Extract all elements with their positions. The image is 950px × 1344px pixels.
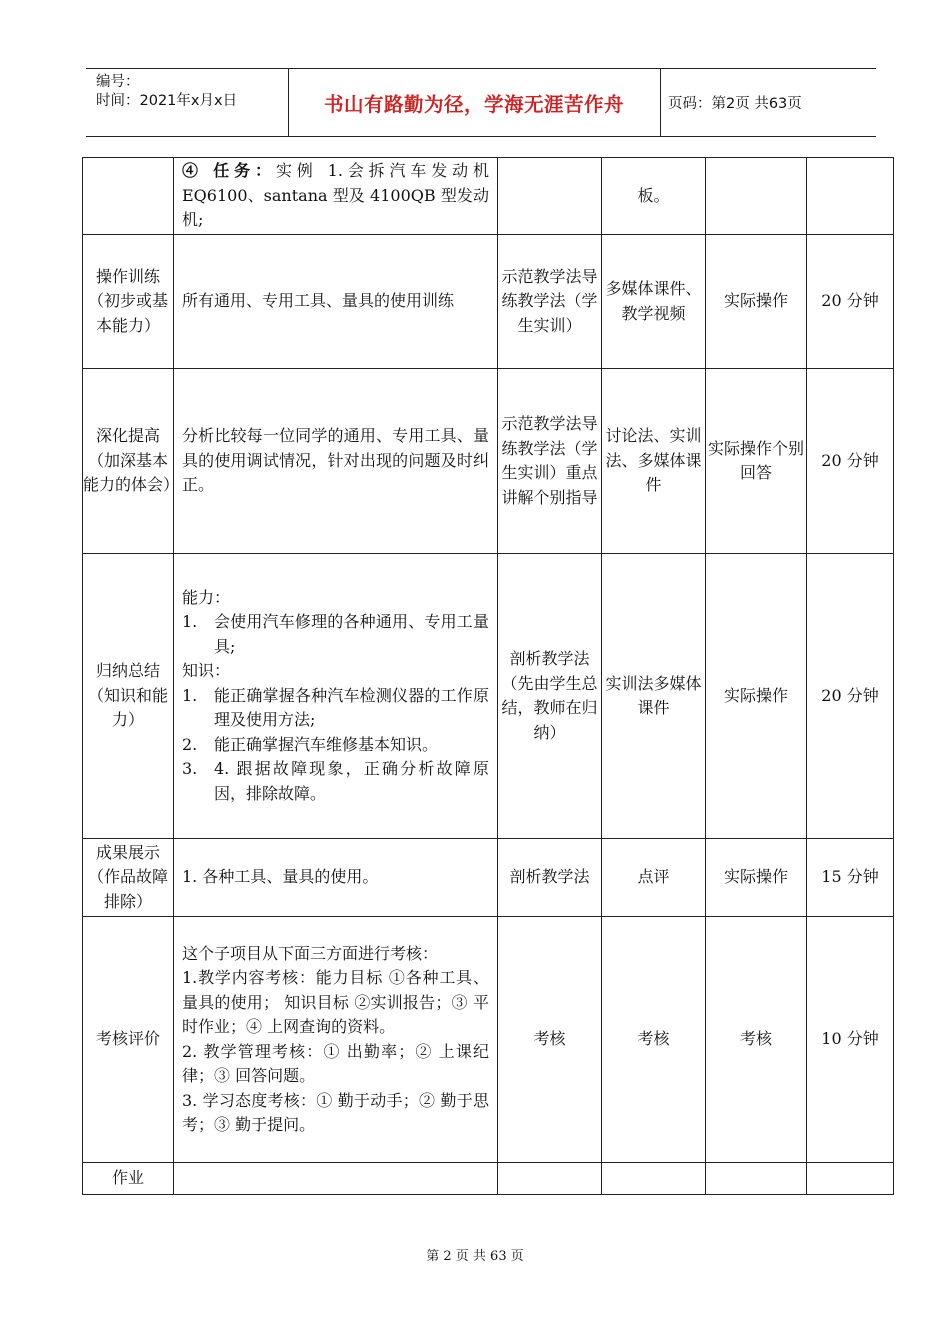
task-text: 实例 1.会拆汽车发动机 EQ6100、santana 型及 4100QB 型发动机; xyxy=(182,161,489,230)
means-cell xyxy=(602,1163,706,1195)
means-cell: 考核 xyxy=(602,917,706,1163)
form-cell: 实际操作 xyxy=(706,235,807,369)
stage-cell: 成果展示（作品故障排除） xyxy=(83,839,174,917)
means-cell: 点评 xyxy=(602,839,706,917)
table-row xyxy=(83,235,894,369)
knowledge-heading: 知识： xyxy=(182,661,231,681)
assessment-item: 2. 教学管理考核：① 出勤率；② 上课纪律；③ 回答问题。 xyxy=(182,1041,489,1085)
content-cell xyxy=(174,158,498,235)
assessment-intro: 这个子项目从下面三方面进行考核： xyxy=(182,943,439,963)
method-cell xyxy=(498,1163,602,1195)
table-row xyxy=(83,158,894,235)
time-cell: 10 分钟 xyxy=(807,917,894,1163)
stage-cell: 深化提高（加深基本能力的体会） xyxy=(83,369,174,554)
method-cell xyxy=(498,158,602,235)
method-cell: 剖析教学法 xyxy=(498,839,602,917)
header-divider xyxy=(660,69,661,136)
time-cell: 20 分钟 xyxy=(807,554,894,839)
means-cell: 讨论法、实训法、多媒体课件 xyxy=(602,369,706,554)
time-cell: 20 分钟 xyxy=(807,235,894,369)
teaching-plan-table xyxy=(82,157,894,1195)
page-header xyxy=(86,68,876,137)
header-motto: 书山有路勤为径，学海无涯苦作舟 xyxy=(323,92,624,116)
method-cell: 示范教学法导练教学法（学生实训）重点讲解个别指导 xyxy=(498,369,602,554)
task-label: ④ 任务： xyxy=(182,161,276,181)
page-footer: 第 2 页 共 63 页 xyxy=(426,1249,524,1264)
stage-cell: 操作训练（初步或基本能力） xyxy=(83,235,174,369)
table-row xyxy=(83,369,894,554)
method-cell: 剖析教学法（先由学生总结，教师在归纳） xyxy=(498,554,602,839)
form-cell: 考核 xyxy=(706,917,807,1163)
time-cell: 15 分钟 xyxy=(807,839,894,917)
form-cell: 实际操作 xyxy=(706,554,807,839)
list-item: 3. 4. 跟据故障现象，正确分析故障原因，排除故障。 xyxy=(182,759,489,803)
document-time-label: 时间：2021年x月x日 xyxy=(96,93,238,109)
method-cell: 示范教学法导练教学法（学生实训） xyxy=(498,235,602,369)
content-cell: 1. 各种工具、量具的使用。 xyxy=(174,839,498,917)
content-cell: 分析比较每一位同学的通用、专用工具、量具的使用调试情况，针对出现的问题及时纠正。 xyxy=(174,369,498,554)
list-item: 2. 能正确掌握汽车维修基本知识。 xyxy=(182,734,439,754)
table-row xyxy=(83,554,894,839)
time-cell: 20 分钟 xyxy=(807,369,894,554)
method-cell: 考核 xyxy=(498,917,602,1163)
header-page-number: 页码：第2页 共63页 xyxy=(668,96,802,112)
stage-cell: 归纳总结（知识和能力） xyxy=(83,554,174,839)
form-cell xyxy=(706,158,807,235)
assessment-item: 1.教学内容考核：能力目标 ①各种工具、量具的使用； 知识目标 ②实训报告；③ 平时作业；④ 上网查询的资料。 xyxy=(182,968,489,1036)
content-cell xyxy=(174,554,498,839)
form-cell: 实际操作 xyxy=(706,839,807,917)
table-row xyxy=(83,839,894,917)
time-cell xyxy=(807,158,894,235)
form-cell: 实际操作个别回答 xyxy=(706,369,807,554)
header-meta xyxy=(96,73,237,111)
table-row xyxy=(83,1163,894,1195)
time-cell xyxy=(807,1163,894,1195)
means-cell: 实训法多媒体课件 xyxy=(602,554,706,839)
stage-cell: 考核评价 xyxy=(83,917,174,1163)
assessment-item: 3. 学习态度考核：① 勤于动手；② 勤于思考；③ 勤于提问。 xyxy=(182,1090,489,1134)
knowledge-list xyxy=(182,684,489,807)
content-cell xyxy=(174,917,498,1163)
content-cell xyxy=(174,1163,498,1195)
content-cell: 所有通用、专用工具、量具的使用训练 xyxy=(174,235,498,369)
ability-list xyxy=(182,610,489,659)
stage-cell xyxy=(83,158,174,235)
table-row xyxy=(83,917,894,1163)
document-number-label: 编号： xyxy=(96,74,140,90)
form-cell xyxy=(706,1163,807,1195)
ability-heading: 能力： xyxy=(182,587,231,607)
list-item: 1. 会使用汽车修理的各种通用、专用工量具; xyxy=(182,612,489,656)
means-cell: 板。 xyxy=(602,158,706,235)
list-item: 1. 能正确掌握各种汽车检测仪器的工作原理及使用方法; xyxy=(182,685,489,730)
stage-cell: 作业 xyxy=(83,1163,174,1195)
means-cell: 多媒体课件、教学视频 xyxy=(602,235,706,369)
